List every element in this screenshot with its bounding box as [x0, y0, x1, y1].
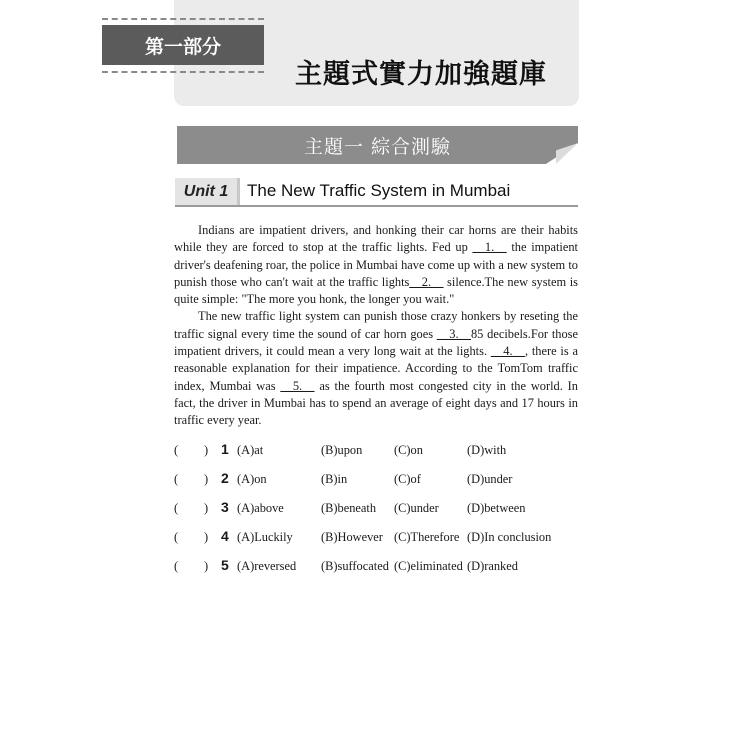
option-d: (D)under: [467, 472, 513, 486]
passage-paragraph-2: [174, 308, 578, 429]
option-b: (B)suffocated: [321, 559, 389, 573]
question-row: [174, 443, 594, 472]
option-b: (B)However: [321, 530, 383, 544]
question-row: [174, 530, 594, 559]
question-number: 1: [221, 441, 229, 457]
option-a: (A)Luckily: [237, 530, 293, 544]
option-d: (D)with: [467, 443, 507, 457]
passage-text: as the fourth most congested city in the world. In fact, the driver in Mumbai has to spend an average of eight days and 17 hours in traffic every year.: [174, 378, 578, 428]
answer-bracket-close: ): [204, 472, 209, 486]
blank-4: __4.__: [490, 344, 525, 359]
question-row: [174, 472, 594, 501]
passage-text: 85 decibels.For those impatient drivers, it could mean a very long wait at the lights.: [174, 326, 579, 359]
part-label: 第一部分: [102, 25, 264, 65]
option-b: (B)in: [321, 472, 348, 486]
option-c: (C)on: [394, 443, 423, 457]
passage-text: The new traffic light system can punish those crazy honkers by reseting the traffic signal every time the sound of car horn goes: [174, 309, 578, 341]
option-a: (A)above: [237, 501, 284, 515]
option-d: (D)In conclusion: [467, 530, 552, 544]
question-number: 5: [221, 557, 229, 573]
page-title: 主題式實力加強題庫: [295, 59, 547, 90]
answer-bracket-open: (: [174, 443, 179, 457]
passage-text: Indians are impatient drivers, and honking their car horns are their habits while they are forced to stop at the traffic lights. Fed up: [174, 223, 578, 255]
option-c: (C)Therefore: [394, 530, 460, 544]
answer-bracket-open: (: [174, 501, 179, 515]
option-d: (D)ranked: [467, 559, 518, 573]
answer-bracket-close: ): [204, 501, 209, 515]
option-c: (C)of: [394, 472, 421, 486]
question-row: [174, 559, 594, 588]
question-number: 4: [221, 528, 229, 544]
option-a: (A)on: [237, 472, 267, 486]
passage-text: , there is a reasonable explanation for their impatience. According to the TomTom traffic index, Mumbai was: [174, 344, 578, 393]
passage-text: the impatient driver's deafening roar, the police in Mumbai have come up with a new system to punish those who can't wait at the traffic lights: [174, 240, 578, 289]
option-b: (B)upon: [321, 443, 363, 457]
header-dashed-line-bottom: [102, 71, 264, 73]
blank-3: __3.__: [436, 326, 471, 341]
option-c: (C)under: [394, 501, 439, 515]
question-list: [174, 443, 594, 588]
option-c: (C)eliminated: [394, 559, 463, 573]
passage-text: silence.The new system is quite simple: "The more you honk, the longer you wait.": [174, 274, 579, 307]
blank-5: __5.__: [280, 378, 315, 393]
answer-bracket-open: (: [174, 559, 179, 573]
unit-label: Unit 1: [175, 178, 240, 205]
option-b: (B)beneath: [321, 501, 377, 515]
option-a: (A)at: [237, 443, 264, 457]
theme-title: 主題一 綜合測驗: [303, 135, 452, 158]
passage-paragraph-1: [174, 222, 578, 308]
option-a: (A)reversed: [237, 559, 297, 573]
answer-bracket-close: ): [204, 530, 209, 544]
reading-passage: [174, 222, 578, 430]
unit-title: The New Traffic System in Mumbai: [247, 181, 511, 200]
answer-bracket-close: ): [204, 443, 209, 457]
answer-bracket-open: (: [174, 472, 179, 486]
answer-bracket-open: (: [174, 530, 179, 544]
option-d: (D)between: [467, 501, 526, 515]
question-number: 2: [221, 470, 229, 486]
blank-1: __1.__: [472, 240, 507, 255]
answer-bracket-close: ): [204, 559, 209, 573]
question-row: [174, 501, 594, 530]
header-dashed-line-top: [102, 18, 264, 20]
unit-divider: [175, 205, 578, 207]
blank-2: __2.__: [409, 274, 444, 289]
question-number: 3: [221, 499, 229, 515]
